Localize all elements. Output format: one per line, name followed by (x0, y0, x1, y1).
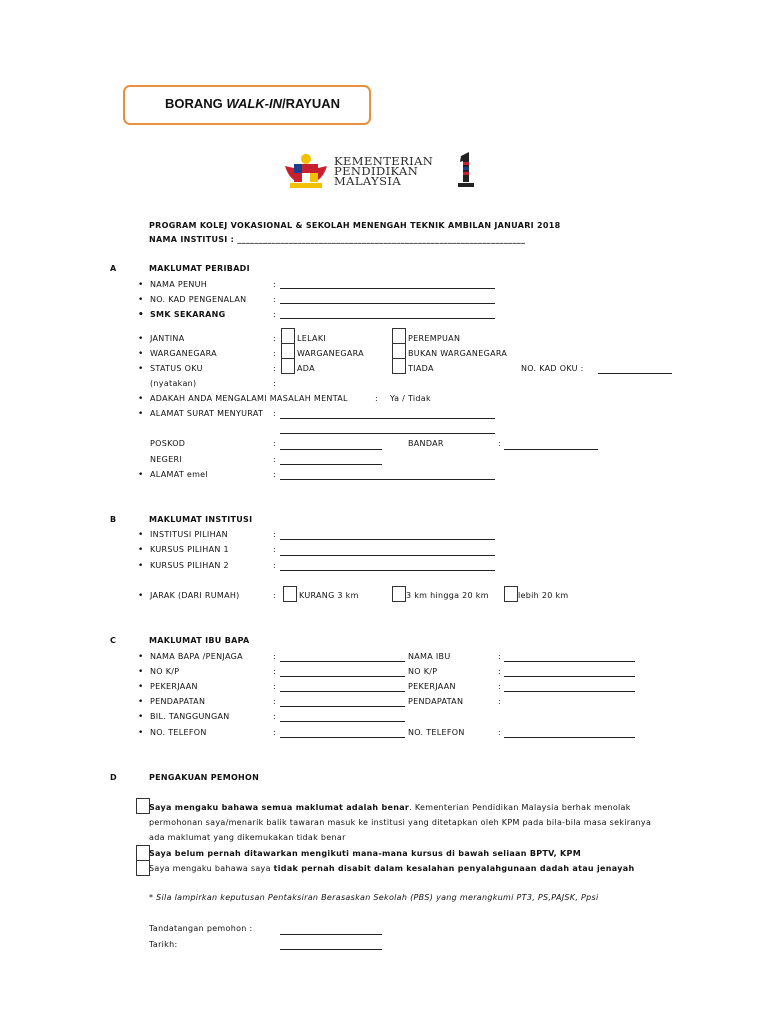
declaration-1-bold: Saya mengaku bahawa semua maklumat adalah benar (149, 803, 410, 812)
colon: : (273, 310, 276, 319)
colon: : (273, 379, 276, 388)
institusi-pilihan-field[interactable] (280, 539, 495, 540)
colon: : (273, 530, 276, 539)
option-perempuan: PEREMPUAN (408, 334, 461, 343)
checkbox-ada[interactable] (281, 358, 295, 374)
colon: : (498, 667, 501, 676)
label-nama-bapa: • NAMA BAPA /PENJAGA (150, 652, 243, 662)
label-tanggungan: • BIL. TANGGUNGAN (150, 712, 230, 722)
alamat-field-2[interactable] (280, 433, 495, 434)
section-d-letter: D (110, 773, 117, 782)
tarikh-field[interactable] (280, 949, 382, 950)
institution-name-line: NAMA INSTITUSI : ___________________________________________________________________ (149, 235, 526, 244)
section-c-letter: C (110, 636, 117, 645)
declaration-3-bold: tidak pernah disabit dalam kesalahan penyalahgunaan dadah atau jenayah (273, 864, 635, 873)
declaration-3-start: Saya mengaku bahawa saya (149, 864, 274, 873)
section-a-heading: MAKLUMAT PERIBADI (149, 264, 250, 273)
option-tiada: TIADA (408, 364, 434, 373)
label-smk: • SMK SEKARANG (150, 310, 226, 320)
label-tandatangan: Tandatangan pemohon : (149, 924, 253, 933)
form-title (165, 96, 340, 111)
nama-ibu-field[interactable] (504, 661, 635, 662)
colon: : (273, 697, 276, 706)
title-part3: /RAYUAN (282, 96, 341, 111)
label-emel: • ALAMAT emel (150, 470, 208, 480)
pbs-note: * Sila lampirkan keputusan Pentaksiran Berasaskan Sekolah (PBS) yang merangkumi PT3, PS,PAJSK, Ppsi (149, 893, 599, 902)
kpm-crest (282, 152, 330, 190)
program-title: PROGRAM KOLEJ VOKASIONAL & SEKOLAH MENENGAH TEKNIK AMBILAN JANUARI 2018 (149, 221, 561, 230)
telefon-bapa-field[interactable] (280, 737, 405, 738)
section-b-letter: B (110, 515, 117, 524)
option-3-20km: 3 km hingga 20 km (406, 591, 489, 600)
colon: : (273, 561, 276, 570)
pendapatan-bapa-field[interactable] (280, 706, 405, 707)
section-b-heading: MAKLUMAT INSTITUSI (149, 515, 253, 524)
colon: : (498, 728, 501, 737)
emel-field[interactable] (280, 479, 495, 480)
colon: : (498, 697, 501, 706)
checkbox-3-20km[interactable] (392, 586, 406, 602)
kp-ibu-field[interactable] (504, 676, 635, 677)
checkbox-declaration-1[interactable] (136, 798, 150, 814)
label-telefon-ibu: NO. TELEFON (408, 728, 465, 737)
label-pekerjaan-ibu: PEKERJAAN (408, 682, 456, 691)
colon: : (273, 364, 276, 373)
checkbox-tiada[interactable] (392, 358, 406, 374)
label-telefon-bapa: • NO. TELEFON (150, 728, 207, 738)
label-pendapatan-ibu: PENDAPATAN (408, 697, 464, 706)
label-kursus-2: • KURSUS PILIHAN 2 (150, 561, 229, 571)
colon: : (273, 728, 276, 737)
negeri-field[interactable] (280, 464, 382, 465)
tandatangan-field[interactable] (280, 934, 382, 935)
label-jarak: • JARAK (DARI RUMAH) (150, 591, 240, 601)
section-a-letter: A (110, 264, 117, 273)
label-kursus-1: • KURSUS PILIHAN 1 (150, 545, 229, 555)
colon: : (273, 439, 276, 448)
checkbox-warganegara[interactable] (281, 343, 295, 359)
checkbox-declaration-3[interactable] (136, 860, 150, 876)
ministry-line2: PENDIDIKAN (334, 164, 419, 178)
colon: : (273, 470, 276, 479)
declaration-1-line3: ada maklumat yang dikemukakan tidak benar (149, 833, 346, 842)
option-bukan-warganegara: BUKAN WARGANEGARA (408, 349, 508, 358)
colon: : (273, 334, 276, 343)
label-pendapatan-bapa: • PENDAPATAN (150, 697, 205, 707)
option-warganegara: WARGANEGARA (297, 349, 364, 358)
kad-oku-field[interactable] (598, 373, 672, 374)
kursus-2-field[interactable] (280, 570, 495, 571)
alamat-field-1[interactable] (280, 418, 495, 419)
label-ic: • NO. KAD PENGENALAN (150, 295, 246, 305)
label-status-oku: • STATUS OKU (150, 364, 203, 374)
checkbox-kurang-3km[interactable] (283, 586, 297, 602)
title-part1: BORANG (165, 96, 227, 111)
colon: : (498, 439, 501, 448)
label-bandar: BANDAR (408, 439, 444, 448)
option-kurang-3km: KURANG 3 km (299, 591, 359, 600)
label-alamat: • ALAMAT SURAT MENYURAT (150, 409, 263, 419)
label-kp-ibu: NO K/P (408, 667, 438, 676)
label-poskod: POSKOD (150, 439, 186, 448)
colon: : (273, 409, 276, 418)
option-ada: ADA (297, 364, 315, 373)
label-kad-oku: NO. KAD OKU : (521, 364, 584, 373)
checkbox-declaration-2[interactable] (136, 845, 150, 861)
colon: : (273, 667, 276, 676)
kursus-1-field[interactable] (280, 555, 495, 556)
colon: : (498, 652, 501, 661)
label-nama-ibu: NAMA IBU (408, 652, 451, 661)
label-institusi-pilihan: • INSTITUSI PILIHAN (150, 530, 228, 540)
nama-penuh-field[interactable] (280, 288, 495, 289)
declaration-3 (149, 864, 634, 874)
checkbox-lelaki[interactable] (281, 328, 295, 344)
section-d-heading: PENGAKUAN PEMOHON (149, 773, 260, 782)
section-c-heading: MAKLUMAT IBU BAPA (149, 636, 250, 645)
tanggungan-field[interactable] (280, 721, 405, 722)
label-kp-bapa: • NO K/P (150, 667, 179, 677)
label-masalah-mental: • ADAKAH ANDA MENGALAMI MASALAH MENTAL (150, 394, 348, 404)
ic-field[interactable] (280, 303, 495, 304)
ministry-name (334, 156, 433, 186)
option-lelaki: LELAKI (297, 334, 327, 343)
mental-answer[interactable]: Ya / Tidak (390, 394, 431, 403)
bandar-field[interactable] (504, 449, 598, 450)
checkbox-perempuan[interactable] (392, 328, 406, 344)
smk-field[interactable] (280, 318, 495, 319)
nama-bapa-field[interactable] (280, 661, 405, 662)
checkbox-lebih-20km[interactable] (504, 586, 518, 602)
pekerjaan-ibu-field[interactable] (504, 691, 635, 692)
colon: : (273, 349, 276, 358)
pekerjaan-bapa-field[interactable] (280, 691, 405, 692)
colon: : (273, 591, 276, 600)
label-nyatakan: (nyatakan) (150, 379, 197, 388)
declaration-2: Saya belum pernah ditawarkan mengikuti mana-mana kursus di bawah seliaan BPTV, KPM (149, 849, 581, 858)
title-part2: WALK-IN (226, 96, 282, 111)
declaration-1-line1 (149, 803, 631, 813)
colon: : (273, 280, 276, 289)
telefon-ibu-field[interactable] (504, 737, 635, 738)
colon: : (273, 295, 276, 304)
colon: : (273, 455, 276, 464)
colon: : (273, 712, 276, 721)
declaration-1-rest: . Kementerian Pendidikan Malaysia berhak menolak (409, 803, 631, 812)
label-warganegara: • WARGANEGARA (150, 349, 217, 359)
colon: : (498, 682, 501, 691)
label-jantina: • JANTINA (150, 334, 184, 344)
ministry-line3: MALAYSIA (334, 174, 402, 188)
label-nama-penuh: • NAMA PENUH (150, 280, 207, 290)
colon: : (273, 545, 276, 554)
kp-bapa-field[interactable] (280, 676, 405, 677)
label-pekerjaan-bapa: • PEKERJAAN (150, 682, 198, 692)
one-malaysia-logo (455, 152, 477, 190)
colon: : (273, 682, 276, 691)
option-lebih-20km: lebih 20 km (518, 591, 569, 600)
checkbox-bukan-warganegara[interactable] (392, 343, 406, 359)
colon: : (273, 652, 276, 661)
poskod-field[interactable] (280, 449, 382, 450)
declaration-1-line2: permohonan saya/menarik balik tawaran masuk ke institusi yang ditetapkan oleh KPM pada bila-bila masa sekiranya (149, 818, 652, 827)
label-tarikh: Tarikh: (149, 940, 178, 949)
colon: : (375, 394, 378, 403)
label-negeri: NEGERI (150, 455, 183, 464)
ministry-line1: KEMENTERIAN (334, 154, 434, 168)
form-title-box (123, 85, 371, 125)
